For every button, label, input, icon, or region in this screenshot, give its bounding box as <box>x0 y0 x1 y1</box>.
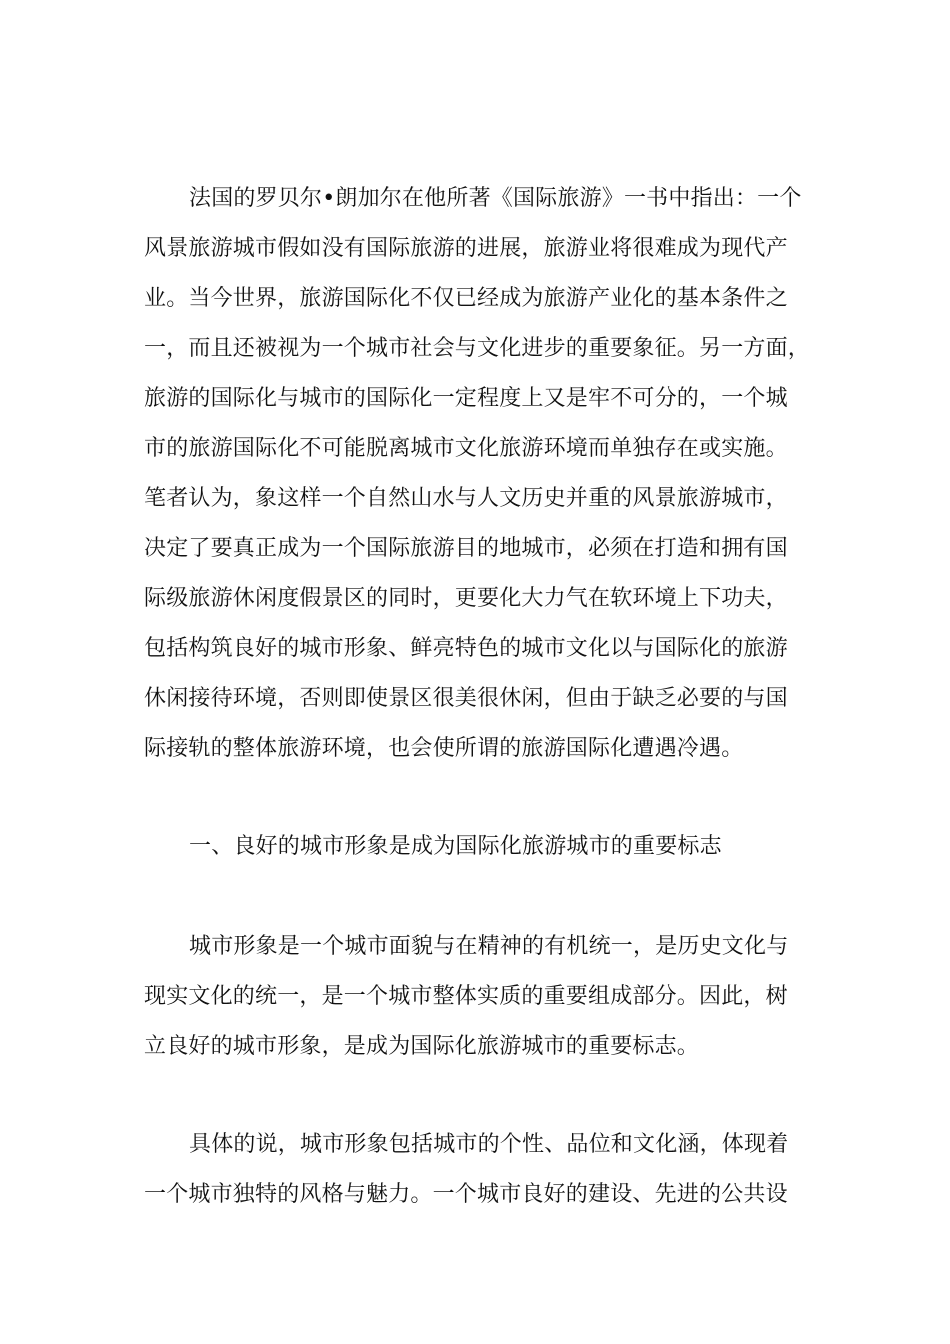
paragraph-1-line-10: 包括构筑良好的城市形象、鲜亮特色的城市文化以与国际化的旅游 <box>144 636 788 661</box>
section-heading-1: 一、良好的城市形象是成为国际化旅游城市的重要标志 <box>189 834 722 859</box>
paragraph-1-line-8: 决定了要真正成为一个国际旅游目的地城市，必须在打造和拥有国 <box>144 536 788 561</box>
paragraph-2-line-1: 城市形象是一个城市面貌与在精神的有机统一，是历史文化与 <box>189 934 789 959</box>
paragraph-1-line-7: 笔者认为，象这样一个自然山水与人文历史并重的风景旅游城市， <box>144 486 788 511</box>
paragraph-2-line-3: 立良好的城市形象，是成为国际化旅游城市的重要标志。 <box>144 1034 700 1059</box>
paragraph-1-line-11: 休闲接待环境，否则即使景区很美很休闲，但由于缺乏必要的与国 <box>144 686 788 711</box>
paragraph-1-line-3: 业。当今世界，旅游国际化不仅已经成为旅游产业化的基本条件之 <box>144 286 788 311</box>
paragraph-1-line-1: 法国的罗贝尔•朗加尔在他所著《国际旅游》一书中指出：一个 <box>189 186 802 211</box>
paragraph-3-line-2: 一个城市独特的风格与魅力。一个城市良好的建设、先进的公共设 <box>144 1182 788 1207</box>
paragraph-1-line-12: 际接轨的整体旅游环境，也会使所谓的旅游国际化遭遇冷遇。 <box>144 736 744 761</box>
paragraph-1-line-4: 一，而且还被视为一个城市社会与文化进步的重要象征。另一方面， <box>144 336 811 361</box>
paragraph-1-line-5: 旅游的国际化与城市的国际化一定程度上又是牢不可分的，一个城 <box>144 386 788 411</box>
paragraph-3-line-1: 具体的说，城市形象包括城市的个性、品位和文化涵，体现着 <box>189 1132 789 1157</box>
paragraph-1-line-6: 市的旅游国际化不可能脱离城市文化旅游环境而单独存在或实施。 <box>144 436 788 461</box>
paragraph-1-line-9: 际级旅游休闲度假景区的同时，更要化大力气在软环境上下功夫， <box>144 586 788 611</box>
paragraph-1-line-2: 风景旅游城市假如没有国际旅游的进展，旅游业将很难成为现代产 <box>144 236 788 261</box>
paragraph-2-line-2: 现实文化的统一，是一个城市整体实质的重要组成部分。因此，树 <box>144 984 788 1009</box>
